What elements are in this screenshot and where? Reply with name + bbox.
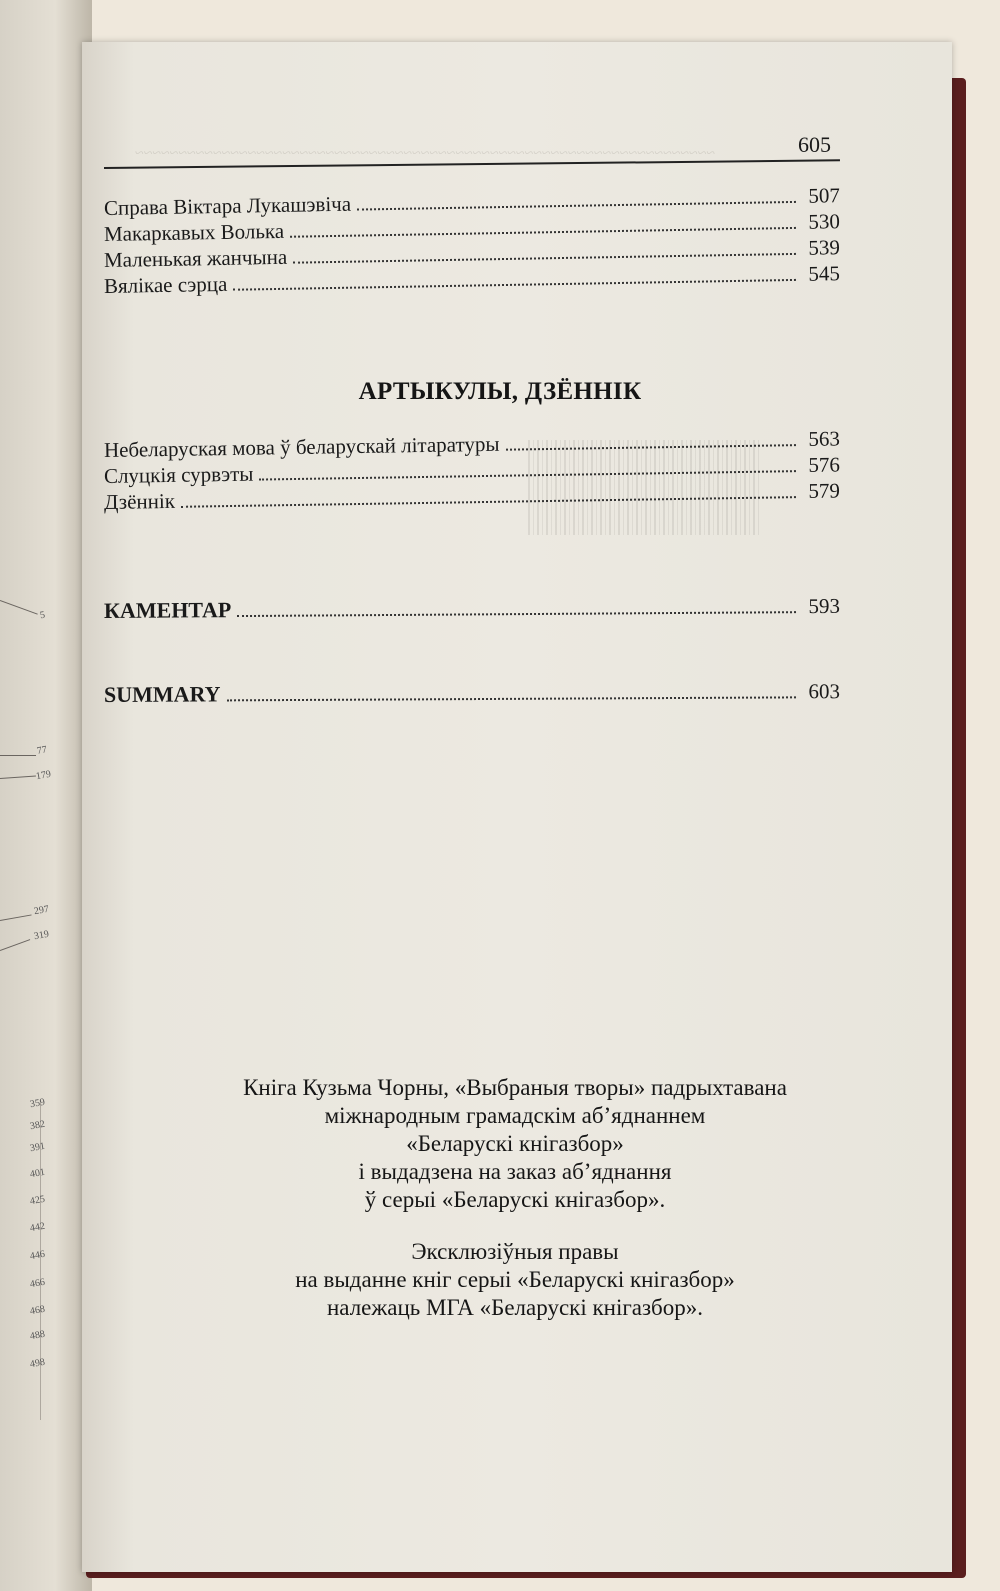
- rights-line: на выданне кніг серыі «Беларускі кнігазбор»: [295, 1267, 735, 1292]
- facing-page-number: 77: [36, 744, 48, 757]
- page-number: 605: [798, 132, 831, 157]
- facing-page-number: 359: [29, 1096, 46, 1111]
- show-through-text: ~~~~~~~~~~~~~~~~~~~~~~~~~~~~~~~~~~~~~~~~~~~~~~~~~~~~~~~~~~~~~~~~~~~: [135, 145, 715, 162]
- toc-entry-title: Макаркавых Волька: [103, 218, 285, 246]
- toc-entry-title: Небеларуская мова ў беларускай літаратуры: [103, 431, 500, 462]
- dot-leader: [233, 279, 796, 291]
- dot-leader: [237, 611, 796, 617]
- facing-page-number: 391: [29, 1140, 46, 1155]
- dot-leader: [357, 201, 796, 211]
- toc-entry-title: SUMMARY: [103, 681, 221, 707]
- facing-page-rule: [0, 775, 36, 779]
- facing-page-rule: [0, 600, 38, 615]
- toc-entry-page: 576: [808, 452, 841, 477]
- toc-entry-page: 530: [808, 209, 841, 234]
- toc-entry-title: КАМЕНТАР: [103, 597, 232, 623]
- dot-leader: [506, 444, 796, 451]
- toc-entry-page: 579: [808, 478, 841, 503]
- toc-entry-title: Маленькая жанчына: [103, 244, 288, 272]
- toc-entry-commentary[interactable]: [104, 593, 840, 626]
- colophon-paragraph: [90, 1074, 940, 1214]
- colophon-line: ў серыі «Беларускі кнігазбор».: [364, 1187, 666, 1212]
- colophon-line: «Беларускі кнігазбор»: [406, 1131, 624, 1156]
- colophon-line: Кніга Кузьма Чорны, «Выбраныя творы» падрыхтавана: [243, 1075, 787, 1100]
- facing-page-number: 468: [29, 1303, 46, 1318]
- rights-line: належаць МГА «Беларускі кнігазбор».: [326, 1295, 704, 1320]
- dot-leader: [290, 227, 796, 238]
- facing-page-number: 297: [33, 903, 50, 918]
- facing-page: [0, 0, 92, 1591]
- toc-entry-page: 507: [808, 183, 841, 208]
- facing-page-number: 442: [29, 1220, 46, 1235]
- toc-entry-summary[interactable]: [104, 678, 840, 710]
- rights-paragraph: [90, 1238, 940, 1322]
- facing-page-number: 382: [29, 1118, 46, 1133]
- colophon-line: і выдадзена на заказ аб’яднання: [358, 1159, 672, 1184]
- toc-entry-title: Справа Віктара Лукашэвіча: [103, 191, 352, 220]
- toc-entry-title: Слуцкія сурвэты: [103, 461, 254, 488]
- facing-page-number: 425: [29, 1193, 46, 1208]
- dot-leader: [181, 496, 796, 508]
- facing-page-number: 5: [39, 609, 46, 622]
- facing-page-rule: [0, 939, 30, 951]
- dot-leader: [227, 696, 796, 701]
- facing-page-number: 488: [29, 1328, 46, 1343]
- colophon-line: міжнародным грамадскім аб’яднаннем: [324, 1103, 706, 1128]
- facing-page-rule: [0, 914, 32, 921]
- toc-entry-page: 545: [808, 261, 841, 286]
- toc-entry-page: 603: [808, 679, 841, 704]
- dot-leader: [293, 253, 796, 264]
- facing-page-number: 179: [35, 768, 52, 783]
- toc-entry-page: 539: [808, 235, 841, 260]
- facing-page-rule: [0, 755, 36, 756]
- facing-page-number: 466: [29, 1276, 46, 1291]
- toc-entry-page: 563: [808, 426, 841, 451]
- section-heading: АРТЫКУЛЫ, ДЗЁННІК: [358, 378, 642, 405]
- facing-page-number: 401: [29, 1166, 46, 1181]
- toc-entry-page: 593: [808, 593, 841, 619]
- facing-page-number: 319: [33, 928, 50, 943]
- toc-entry-title: Вялікае сэрца: [103, 271, 228, 298]
- rights-line: Эксклюзіўныя правы: [411, 1239, 619, 1264]
- facing-page-number: 498: [29, 1356, 46, 1371]
- dot-leader: [259, 470, 796, 480]
- facing-page-number: 446: [29, 1248, 46, 1263]
- toc-entry-title: Дзённік: [103, 488, 176, 514]
